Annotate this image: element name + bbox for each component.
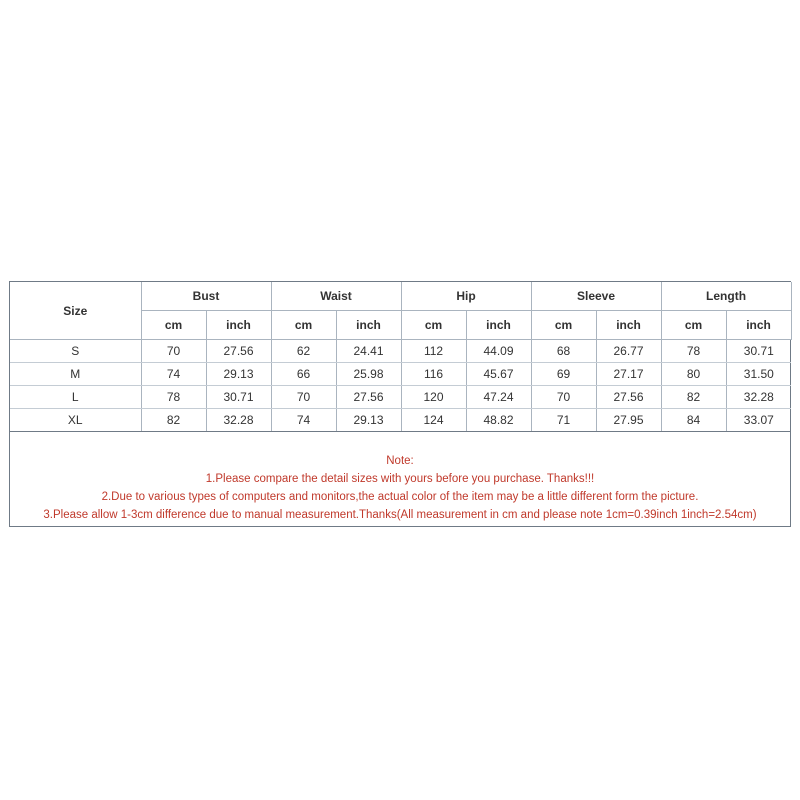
value-cell: 29.13 <box>206 363 271 386</box>
value-cell: 25.98 <box>336 363 401 386</box>
unit-header: cm <box>661 311 726 340</box>
value-cell: 82 <box>141 409 206 432</box>
value-cell: 84 <box>661 409 726 432</box>
notes-section <box>10 432 790 526</box>
size-cell: L <box>10 386 141 409</box>
value-cell: 62 <box>271 340 336 363</box>
value-cell: 27.95 <box>596 409 661 432</box>
value-cell: 69 <box>531 363 596 386</box>
value-cell: 124 <box>401 409 466 432</box>
value-cell: 78 <box>141 386 206 409</box>
value-cell: 27.17 <box>596 363 661 386</box>
unit-header: inch <box>466 311 531 340</box>
value-cell: 66 <box>271 363 336 386</box>
value-cell: 24.41 <box>336 340 401 363</box>
value-cell: 32.28 <box>726 386 791 409</box>
value-cell: 33.07 <box>726 409 791 432</box>
value-cell: 82 <box>661 386 726 409</box>
header-row-groups <box>10 282 791 311</box>
table-row <box>10 340 791 363</box>
value-cell: 70 <box>141 340 206 363</box>
size-chart <box>9 281 791 527</box>
note-line: 3.Please allow 1-3cm difference due to manual measurement.Thanks(All measurement in cm and please note 1cm=0.39inch 1inch=2.54cm) <box>43 509 757 521</box>
value-cell: 48.82 <box>466 409 531 432</box>
value-cell: 31.50 <box>726 363 791 386</box>
unit-header: inch <box>336 311 401 340</box>
value-cell: 32.28 <box>206 409 271 432</box>
note-line: 2.Due to various types of computers and monitors,the actual color of the item may be a little different form the picture. <box>101 491 699 503</box>
size-table <box>10 282 792 432</box>
value-cell: 27.56 <box>206 340 271 363</box>
unit-header: cm <box>271 311 336 340</box>
size-cell: XL <box>10 409 141 432</box>
group-header-hip: Hip <box>401 282 531 311</box>
group-header-bust: Bust <box>141 282 271 311</box>
value-cell: 27.56 <box>336 386 401 409</box>
value-cell: 45.67 <box>466 363 531 386</box>
value-cell: 27.56 <box>596 386 661 409</box>
table-row <box>10 409 791 432</box>
unit-header: cm <box>531 311 596 340</box>
size-cell: S <box>10 340 141 363</box>
value-cell: 26.77 <box>596 340 661 363</box>
size-column-header: Size <box>10 282 141 340</box>
value-cell: 116 <box>401 363 466 386</box>
value-cell: 70 <box>531 386 596 409</box>
unit-header: inch <box>206 311 271 340</box>
unit-header: inch <box>596 311 661 340</box>
value-cell: 74 <box>141 363 206 386</box>
value-cell: 29.13 <box>336 409 401 432</box>
size-cell: M <box>10 363 141 386</box>
unit-header: cm <box>141 311 206 340</box>
value-cell: 74 <box>271 409 336 432</box>
unit-header: cm <box>401 311 466 340</box>
unit-header: inch <box>726 311 791 340</box>
value-cell: 80 <box>661 363 726 386</box>
value-cell: 47.24 <box>466 386 531 409</box>
value-cell: 30.71 <box>206 386 271 409</box>
note-line: 1.Please compare the detail sizes with yours before you purchase. Thanks!!! <box>205 473 595 485</box>
group-header-length: Length <box>661 282 791 311</box>
group-header-waist: Waist <box>271 282 401 311</box>
value-cell: 120 <box>401 386 466 409</box>
value-cell: 78 <box>661 340 726 363</box>
table-row <box>10 363 791 386</box>
value-cell: 70 <box>271 386 336 409</box>
table-row <box>10 386 791 409</box>
value-cell: 71 <box>531 409 596 432</box>
group-header-sleeve: Sleeve <box>531 282 661 311</box>
notes-title: Note: <box>386 455 414 467</box>
value-cell: 68 <box>531 340 596 363</box>
value-cell: 30.71 <box>726 340 791 363</box>
value-cell: 44.09 <box>466 340 531 363</box>
value-cell: 112 <box>401 340 466 363</box>
